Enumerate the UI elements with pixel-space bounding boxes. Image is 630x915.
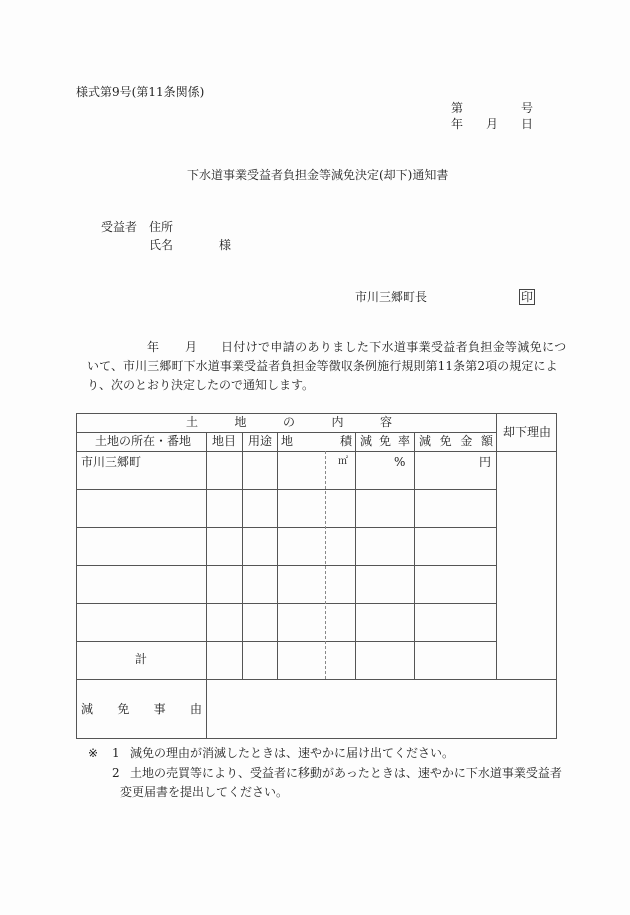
header-chimoku: 地目 [212, 434, 237, 448]
header-amount-char: 額 [480, 434, 493, 448]
doc-number-dai: 第 [451, 101, 464, 115]
reduction-reason-label [81, 702, 202, 716]
date-month: 月 [486, 117, 499, 131]
seal-mark: 印 [521, 290, 534, 304]
group-header-char: 容 [379, 415, 392, 429]
header-area-left: 地 [281, 434, 294, 448]
land-details-table [76, 413, 556, 738]
doc-number-go: 号 [521, 101, 534, 115]
name-label: 氏名 [149, 238, 174, 252]
recipient-label: 受益者 [101, 220, 138, 234]
issuer-name: 市川三郷町長 [355, 290, 428, 304]
header-amount-char: 金 [460, 434, 473, 448]
form-number: 様式第9号(第11条関係) [76, 85, 205, 99]
document-title: 下水道事業受益者負担金等減免決定(却下)通知書 [187, 168, 449, 182]
header-youto: 用途 [248, 434, 273, 448]
total-label: 計 [135, 652, 148, 666]
header-amount-char: 免 [439, 434, 452, 448]
note-1-number: 1 [112, 746, 120, 760]
header-rate [360, 434, 410, 448]
first-row-location: 市川三郷町 [81, 455, 142, 469]
group-header-char: の [282, 415, 295, 429]
reason-label-char: 免 [117, 702, 130, 716]
note-2-text: 土地の売買等により、受益者に移動があったときは、速やかに下水道事業受益者 [130, 766, 562, 780]
body-month: 月 [185, 340, 198, 354]
header-amount-char: 減 [419, 434, 432, 448]
amount-unit: 円 [479, 455, 492, 469]
group-header-char: 地 [234, 415, 247, 429]
area-unit: ㎡ [338, 456, 348, 467]
address-label: 住所 [149, 220, 174, 234]
reason-label-char: 減 [81, 702, 94, 716]
header-location: 土地の所在・番地 [95, 434, 192, 448]
rate-unit: % [394, 455, 406, 469]
note-2-number: 2 [112, 766, 120, 780]
reason-label-char: 由 [189, 702, 202, 716]
note-2-continuation: 変更届書を提出してください。 [120, 785, 289, 799]
body-line-3: り、次のとおり決定したので通知します。 [87, 378, 315, 392]
honorific: 様 [219, 238, 232, 252]
group-header-land-contents [186, 415, 392, 429]
header-amount [419, 434, 493, 448]
header-reject-reason: 却下理由 [503, 425, 552, 439]
group-header-char: 土 [186, 415, 199, 429]
date-day: 日 [521, 117, 534, 131]
reason-label-char: 事 [153, 702, 166, 716]
date-year: 年 [451, 117, 464, 131]
group-header-char: 内 [331, 415, 344, 429]
header-rate-char: 減 [360, 434, 373, 448]
header-rate-char: 免 [378, 434, 391, 448]
note-mark: ※ [88, 746, 99, 760]
body-year: 年 [147, 340, 160, 354]
header-area-right: 積 [340, 434, 353, 448]
note-1-text: 減免の理由が消滅したときは、速やかに届け出てください。 [130, 746, 455, 760]
body-line-1: 日付けで申請のありました下水道事業受益者負担金等減免につ [221, 340, 567, 354]
header-rate-char: 率 [397, 434, 410, 448]
body-line-2: いて、市川三郷町下水道事業受益者負担金等徴収条例施行規則第11条第2項の規定によ [87, 359, 558, 373]
